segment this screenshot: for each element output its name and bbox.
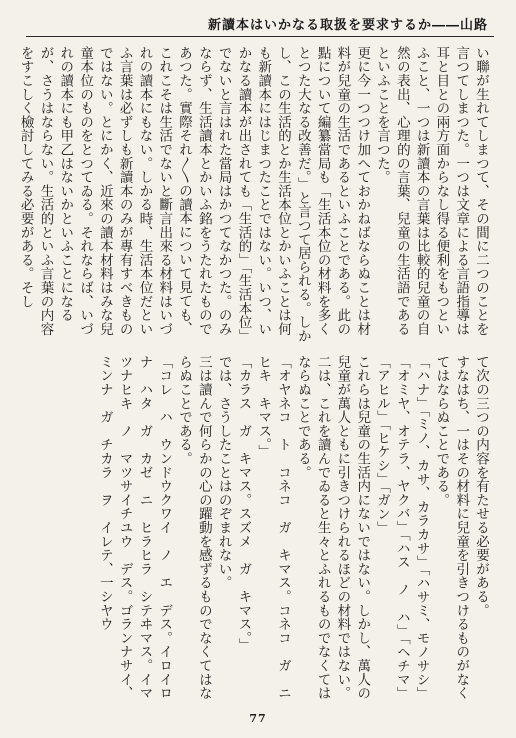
reader-quote: 「カラス ガ キマス。スズメ ガ キマス。」 bbox=[235, 355, 252, 652]
running-head-title: 新讀本はいかなる取扱を要求するか――山路 bbox=[207, 18, 488, 33]
paragraph: すなはち、一はその材料に兒童を引きつけるものがなくてはならぬことである。 bbox=[433, 355, 470, 700]
paragraph: い聯が生れてしまつて、その間に二つのことを言つてしまつた。一つは文章による言語指導は耳と目との兩方面からなし得る便利をもつといふこと、一つは新讀本の言葉は比較的兒童の自然の表出、心理的の言葉、兒童の生活語であるといふことを言つた。 bbox=[374, 46, 489, 336]
paragraph: 更に今一つつけ加へておかねばならぬことは材料が兒童の生活であるといふことである。此の點について編纂當局も「生活本位の材料を多くとつた大なる改善だ。」と言つて居られる。しかし、この生活的とか生活本位とかいふことは何も新讀本にはじまつたことではない。いつ、いかなる讀本が出されても「生活的」「生活本位」でないと言はれた當局はかつてなかつた。のみならず、生活讀本とかいふ銘をうたれたものであつた。實際それ〳〵の讀本について見ても、これこそは生活でないと斷言出來る材料はいづれの讀本にもない。しかる時、生活本位だといふ言葉は必ずしも新讀本のみが專有すべきものではない。とにかく、近來の讀本材料はみな兒童本位のものをとつてゐる。それならば、いづれの讀本にも甲乙はないかといふことになるが、さうはならない。生活的といふ言葉の内容をすこしく檢討してみる必要がある。そし bbox=[17, 46, 371, 343]
upper-text-block bbox=[17, 46, 490, 346]
page-number: 77 bbox=[249, 712, 267, 725]
running-head bbox=[0, 14, 516, 34]
lower-text-block bbox=[25, 355, 490, 714]
paragraph: 三は讀んで何らかの心の躍動を感ずるものでなくてはならぬことである。 bbox=[176, 355, 212, 700]
header-rule bbox=[26, 36, 494, 37]
paragraph: これらは兒童の生活内にないではない。しかし、萬人の兒童が萬人ともに引きつけられるほどの材料ではない。二は、これを讀んでゐると生々とふれるものでなくてはならぬことである。 bbox=[294, 355, 371, 700]
reader-quote: 「コレ ハ ウンドウクワイ ノ エ デス。イロイロナ ハタ ガ カゼ ニ ヒラヒラ シテヰマス。イマ ツナヒキ ノ マツサイチユウ デス。ゴランナサイ、ミンナ ガ チカラ ヲ イレテ、一シヤウ bbox=[96, 355, 173, 714]
paragraph: て次の三つの内容を有たせる必要がある。 bbox=[473, 355, 489, 618]
reader-quote: 「オヤネコ ト コネコ ガ キマス。コネコ ガ ニヒキ キマス。」 bbox=[255, 355, 292, 700]
paragraph: では、さうしたことはのぞまれない。 bbox=[215, 355, 232, 590]
reader-quote: 「ハナ」「ミノ、カサ、カラカサ」「ハサミ、モノサシ」「オミヤ、オテラ、ヤクバ」「ハス ノ ハ」「ヘチマ」「アヒル」「ヒケシ」「ガン」 bbox=[374, 355, 430, 694]
